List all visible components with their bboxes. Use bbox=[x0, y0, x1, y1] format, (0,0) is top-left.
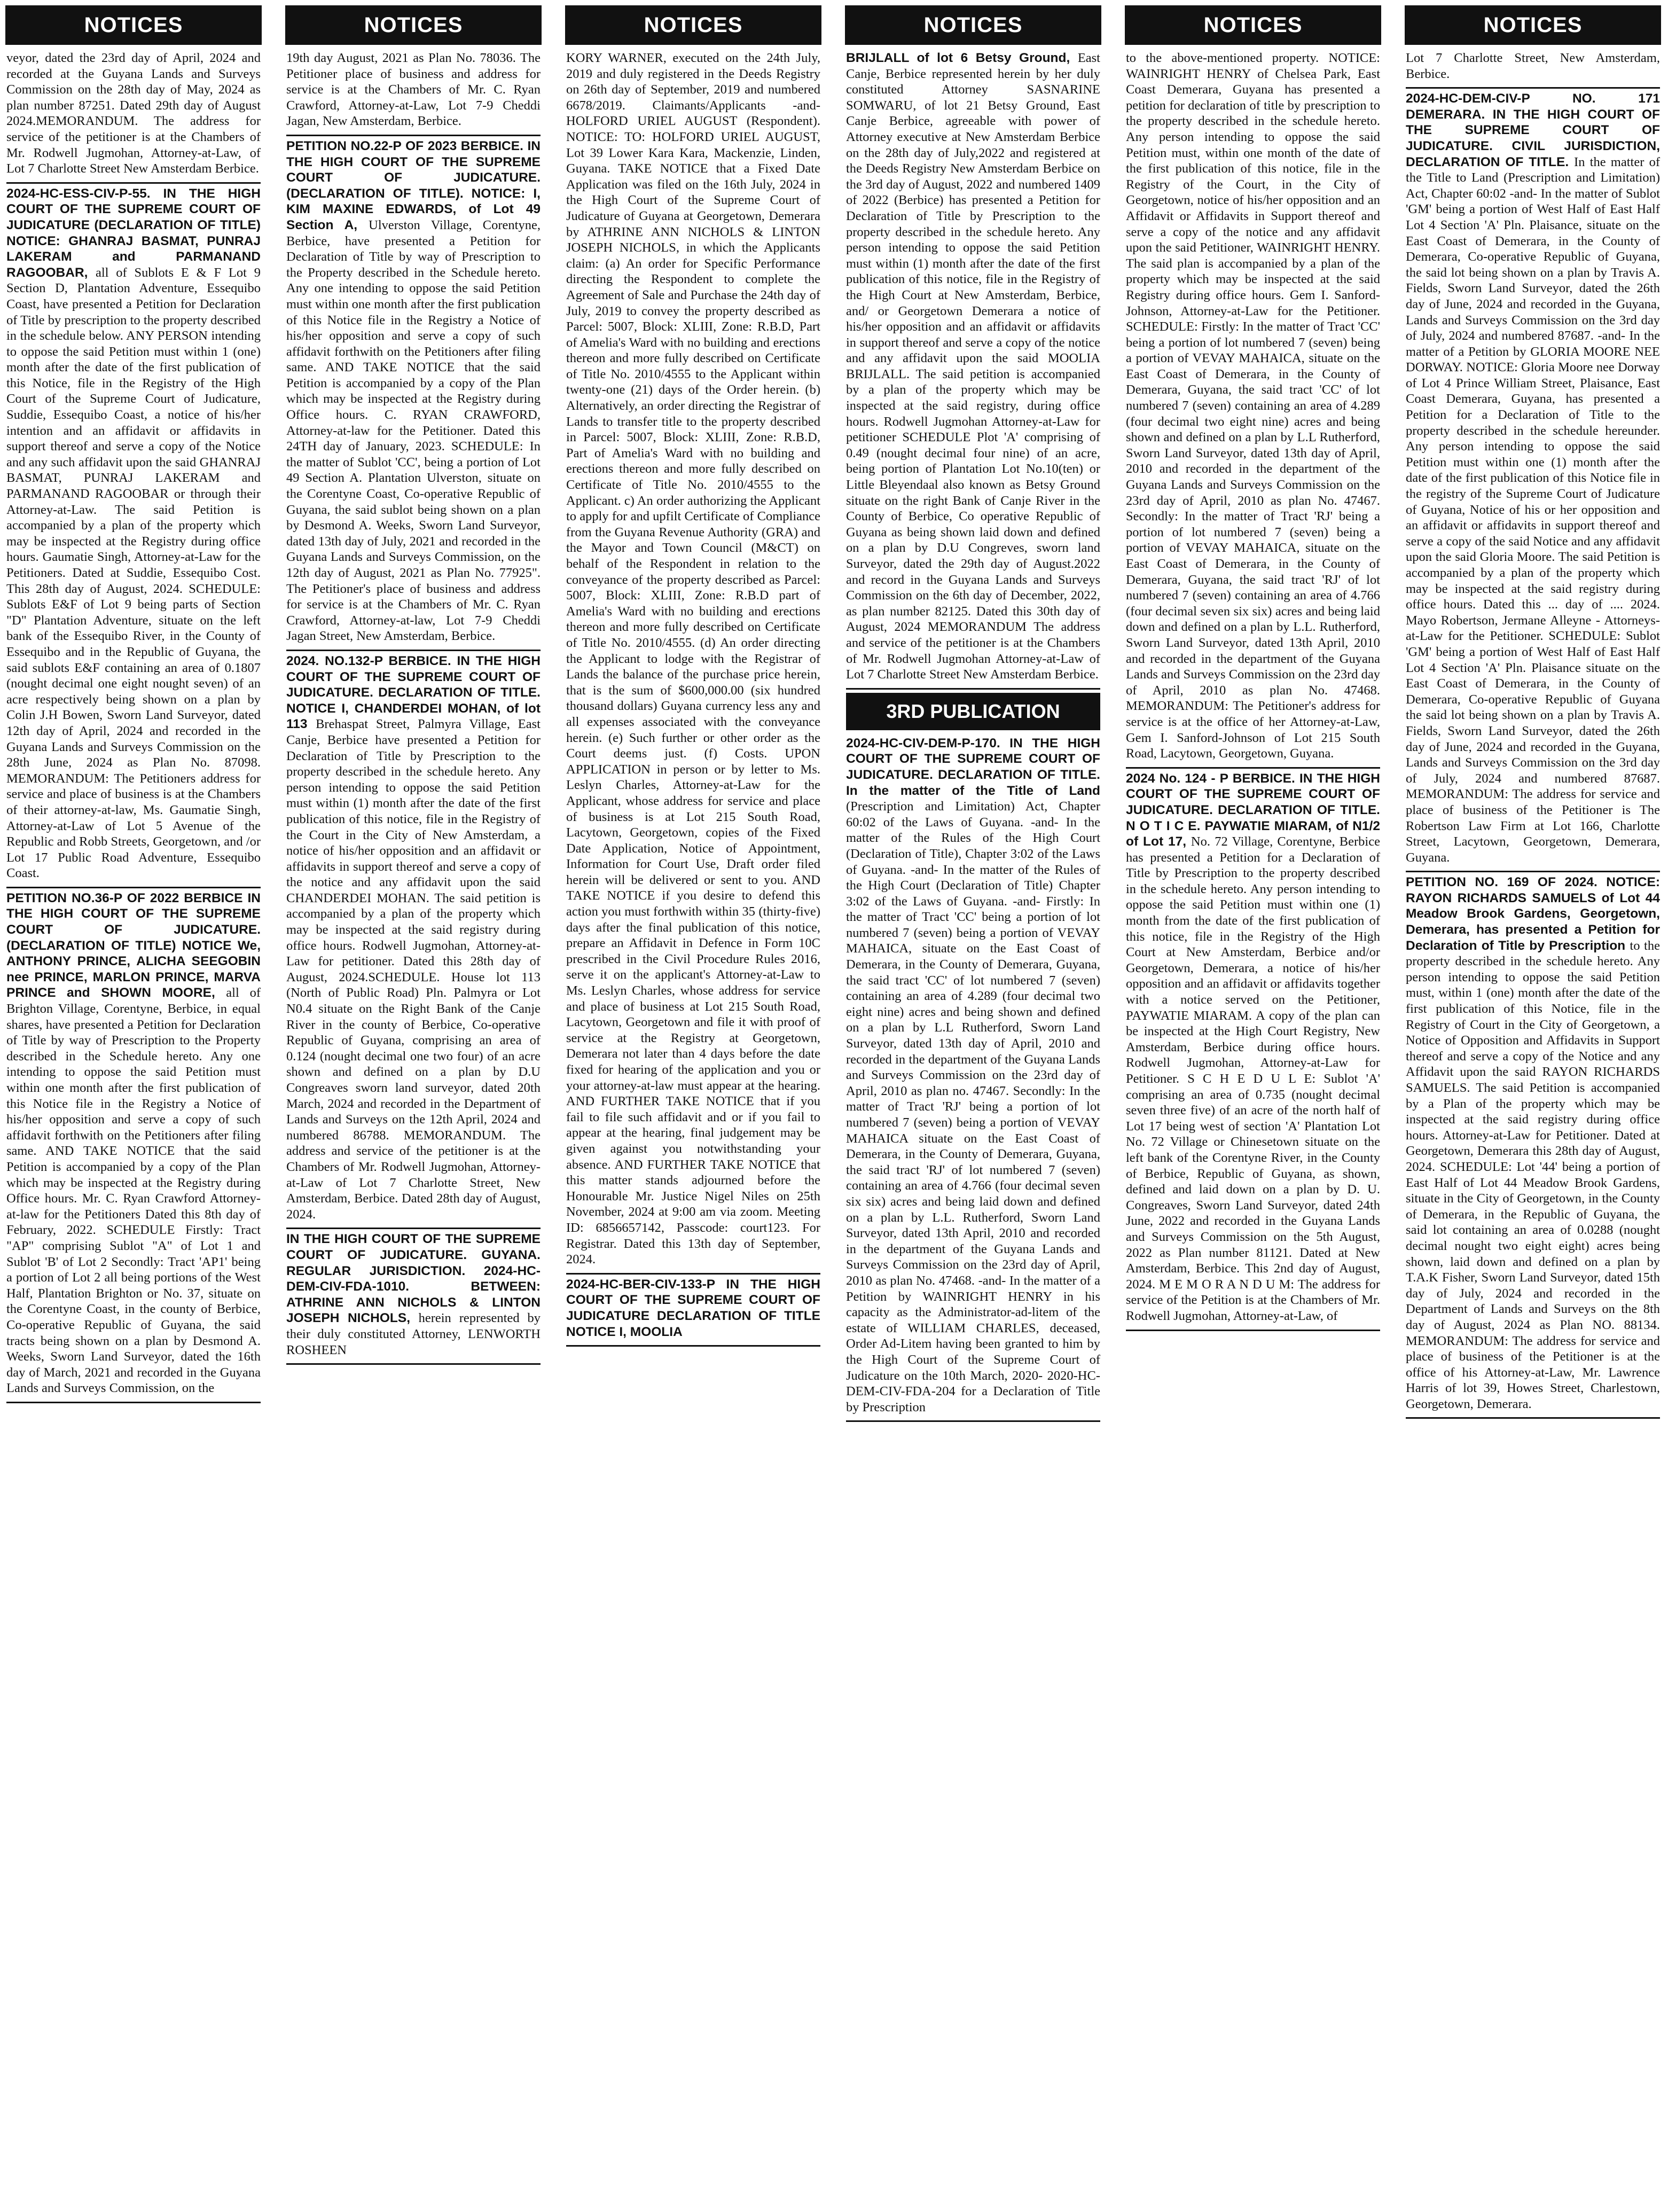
notice bbox=[6, 48, 261, 184]
notice-body: East Canje, Berbice represented herein by her duly constituted Attorney SASNARINE SOMWARU, of lot 21 Betsy Ground, East Canje Berbice, agreeable with power of Attorney executive at New Amsterdam Berbice on the 28th day of July,2022 and registered at the Deeds Registry New Amsterdam Berbice on the 3rd day of August, 2022 and numbered 1409 of 2022 (Berbice) has presented a Petition for Declaration of Title by Prescription to the property described in the schedule hereto. Any person intending to oppose the said Petition must within (1) month after the date of the first publication of this notice, file in the Registry of the High Court at New Amsterdam, Berbice, and/ or Georgetown Demerara a notice of his/her opposition and an affidavit or affidavits in support thereof and serve a copy of the notice and any affidavit upon the said MOOLIA BRIJLALL. The said petition is accompanied by a plan of the property which may be inspected at the said registry, during office hours. Rodwell Jugmohan Attorney-at-Law for petitioner SCHEDULE Plot 'A' comprising of 0.49 (nought decimal four nine) of an acre, being portion of Plantation Lot No.10(ten) or Little Bleyendaal also known as Betsy Ground situate on the right Bank of Canje River in the County of Berbice, Co operative Republic of Guyana as being shown laid down and defined on a plan by D.U Congreves, sworn land Surveyor, dated the 29th day of August.2022 and record in the Guyana Lands and Surveys Commission on the 6th day of December, 2022, as plan number 82125. Dated this 30th day of August, 2024 MEMORANDUM The address and service of the petitioner is at the Chambers of Mr. Rodwell Jugmohan Attorney-at-Law of Lot 7 Charlotte Street New Amsterdam Berbice. bbox=[846, 51, 1100, 682]
publication-banner: 3RD PUBLICATION bbox=[846, 693, 1100, 730]
notice bbox=[566, 48, 820, 1275]
column-2 bbox=[285, 5, 542, 2207]
column-header: NOTICES bbox=[1405, 5, 1661, 45]
column-1 bbox=[5, 5, 262, 2207]
notice-body: veyor, dated the 23rd day of April, 2024 and recorded at the Guyana Lands and Surveys Commission on the 28th day of May, 2024 as plan number 87251. Dated 29th day of August 2024.MEMORANDUM. The address for service of the petitioner is at the Chambers of Mr. Rodwell Jugmohan, Attorney-at-Law, of Lot 7 Charlotte Street New Amsterdam Berbice. bbox=[6, 51, 261, 176]
notice bbox=[566, 1275, 820, 1347]
column-header: NOTICES bbox=[285, 5, 542, 45]
notice bbox=[6, 184, 261, 888]
column-5 bbox=[1125, 5, 1381, 2207]
notice-heading: 2024. NO.132-P BERBICE. IN THE HIGH COURT OF THE SUPREME COURT OF JUDICATURE. DECLARATION OF TITLE. NOTICE I, CHANDERDEI MOHAN, of lot 113 bbox=[286, 653, 541, 732]
notice-body: to the property described in the schedule hereto. Any person intending to oppose the said Petition must, within 1 (one) month after the date of the first publication of this Notice, file in the Registry of Court in the City of Georgetown, a Notice of Opposition and Affidavits in Support thereof and serve a copy of the Notice and any Affidavit upon the said RAYON RICHARDS SAMUELS. The said Petition is accompanied by a Plan of the property which may be inspected at the said registry during office hours. Attorney-at-Law for Petitioner. Dated at Georgetown, Demerara this 28th day of August, 2024. SCHEDULE: Lot '44' being a portion of East Half of Lot 44 Meadow Brook Gardens, situate in the City of Georgetown, in the County of Demerara, in the Republic of Guyana, the said lot containing an area of 0.0288 (nought decimal nought two eight eight) acres being shown, laid down and defined on a plan by T.A.K Fisher, Sworn Land Surveyor, dated 15th day of July, 2024 and recorded in the Department of Lands and Surveys on the 8th day of August, 2024 as Plan NO. 88134. MEMORANDUM: The address for service and place of business of the Petitioner is at the office of his Attorney-at-Law, Mr. Lawrence Harris of lot 39, Howes Street, Charlestown, Georgetown, Demerara. bbox=[1406, 938, 1660, 1411]
notice-body: No. 72 Village, Corentyne, Berbice has presented a Petition for a Declaration of Title by Prescription to the property described in the schedule hereto. Any person intending to oppose the said Petition must within one (1) month from the date of the first publication of this notice, file in the Registry of the High Court at New Amsterdam, Berbice and/or Georgetown, Demerara, a notice of his/her opposition and an affidavit or affidavits together with a notice served on the Petitioner, PAYWATIE MIARAM. A copy of the plan can be inspected at the High Court Registry, New Amsterdam, Berbice during office hours. Rodwell Jugmohan, Attorney-at-Law for Petitioner. S C H E D U L E: Sublot 'A' comprising an area of 0.735 (nought decimal seven three five) of an acre of the north half of Lot 17 being west of section 'A' Plantation Lot No. 72 Village or Chinesetown situate on the left bank of the Corentyne River, in the County of Berbice, Republic of Guyana, as shown, defined and laid down on a plan by D. U. Congreaves, Sworn Land Surveyor, dated 24th June, 2022 and recorded in the Guyana Lands and Surveys Commission on the 5th August, 2022 as Plan number 81121. Dated at New Amsterdam, Berbice. This 2nd day of August, 2024. M E M O R A N D U M: The address for service of the Petition is at the Chambers of Mr. Rodwell Jugmohan, Attorney-at-Law, of bbox=[1126, 834, 1380, 1323]
column-header: NOTICES bbox=[565, 5, 821, 45]
column-header: NOTICES bbox=[5, 5, 262, 45]
column-3 bbox=[565, 5, 821, 2207]
notice-body: Brehaspat Street, Palmyra Village, East Canje, Berbice have presented a Petition for Declaration of Title by Prescription to the property described in the schedule hereto. Any person intending to oppose the said Petition must within (1) month after the date of the first publication of this notice, file in the Registry of the Court in the City of New Amsterdam, a notice of his/her opposition and an affidavit or affidavits in support thereof and serve a copy of the notice and any affidavit upon the said CHANDERDEI MOHAN. The said petition is accompanied by a plan of the property which may be inspected at the said registry during office hours. Rodwell Jugmohan, Attorney-at-Law for petitioner. Dated this 28th day of August, 2024.SCHEDULE. House lot 113 (North of Public Road) Pln. Palmyra or Lot N0.4 situate on the Right Bank of the Canje River in the county of Berbice, Co-operative Republic of Guyana, comprising an area of 0.124 (nought decimal one two four) of an acre shown and defined on a plan by D.U Congreaves sworn land surveyor, dated 20th March, 2024 and recorded in the Department of Lands and Surveys on the 12th April, 2024 and numbered 86788. MEMORANDUM. The address and service of the petitioner is at the Chambers of Mr. Rodwell Jugmohan, Attorney-at-Law of Lot 7 Charlotte Street, New Amsterdam, Berbice. Dated 28th day of August, 2024. bbox=[286, 717, 541, 1222]
notice bbox=[846, 733, 1100, 1422]
notice-body: all of Sublots E & F Lot 9 Section D, Plantation Adventure, Essequibo Coast, have presented a Petition for Declaration of Title by prescription to the property described in the schedule below. ANY PERSON intending to oppose the said Petition must within 1 (one) month after the date of the first publication of this Notice, file in the Registry of the High Court of the Supreme Court of Judicature, Suddie, Essequibo Coast, a notice of his/her intention and an affidavit or affidavits in support thereof and serve a copy of the Notice and any such affidavit upon the said GHANRAJ BASMAT, PUNRAJ LAKERAM and PARMANAND RAGOOBAR or through their Attorney-at-Law. The said Petition is accompanied by a plan of the property which may be inspected at the Registry during office hours. Gaumatie Singh, Attorney-at-Law for the Petitioners. Dated at Suddie, Essequibo Cost. This 28th day of August, 2024. SCHEDULE: Sublots E&F of Lot 9 being parts of Section "D" Plantation Adventure, situate on the left bank of the Essequibo River, in the County of Essequibo and in the Republic of Guyana, the said sublots E&F containing an area of 0.1807 (nought decimal one eight nought seven) of an acre respectively being shown on a plan by Colin J.H Bowen, Sworn Land Surveyor, dated 12th day of April, 2024 and recorded in the Guyana Lands and Surveys Commission on the 28th June, 2024 as Plan No. 87098. MEMORANDUM: The Petitioners address for service and place of business is at the Chambers of their attorney-at-law, Ms. Gaumatie Singh, Attorney-at-Law of Lot 5 Avenue of the Republic and Robb Streets, Georgetown, and /or Lot 17 Public Road Adventure, Essequibo Coast. bbox=[6, 265, 261, 881]
notice bbox=[1406, 872, 1660, 1419]
notice-body: Lot 7 Charlotte Street, New Amsterdam, Berbice. bbox=[1406, 51, 1660, 81]
notice-heading: IN THE HIGH COURT OF THE SUPREME COURT OF JUDICATURE. GUYANA. REGULAR JURISDICTION. 2024-HC-DEM-CIV-FDA-1010. BETWEEN: ATHRINE ANN NICHOLS & LINTON JOSEPH NICHOLS, bbox=[286, 1232, 541, 1326]
column-header: NOTICES bbox=[1125, 5, 1381, 45]
notice bbox=[846, 48, 1100, 690]
notice bbox=[1126, 48, 1380, 769]
notice bbox=[286, 136, 541, 651]
notice-body: herein represented by their duly constituted Attorney, LENWORTH ROSHEEN bbox=[286, 1311, 541, 1357]
notice-body: KORY WARNER, executed on the 24th July, 2019 and duly registered in the Deeds Registry on 26th day of September, 2019 and numbered 6678/2019. Claimants/Applicants -and- HOLFORD URIEL AUGUST (Respondent). NOTICE: TO: HOLFORD URIEL AUGUST, Lot 39 Lower Kara Kara, Mackenzie, Linden, Guyana. TAKE NOTICE that a Fixed Date Application was filed on the 16th July, 2024 in the High Court of the Supreme Court of Judicature of Guyana at Georgetown, Demerara by ATHRINE ANN NICHOLS & LINTON JOSEPH NICHOLS, in which the Applicants claim: (a) An order for Specific Performance directing the Respondent to complete the Agreement of Sale and Purchase the 24th day of July, 2019 to convey the property described as Parcel: 5007, Block: XLIII, Zone: R.B.D, Part of Amelia's Ward with no building and erections thereon and more fully described on Certificate of Title No. 2010/4555 to the Applicant within twenty-one (21) days of the Order herein. (b) Alternatively, an order directing the Registrar of Lands to transfer title to the property described in Parcel: 5007, Block: XLIII, Zone: R.B.D, Part of Amelia's Ward with no building and erections thereon and more fully described on Certificate of Title No. 2010/4555 to the Applicant. c) An order authorizing the Applicant to apply for and upfilt Certificate of Compliance from the Guyana Revenue Authority (GRA) and the Mayor and Town Council (M&CT) on behalf of the Respondent in relation to the conveyance of the property described as Parcel: 5007, Block: XLIII, Zone: R.B.D part of Amelia's Ward with no building and erections thereon and more fully described on Certificate of Title No. 2010/4555. (d) An order directing the Applicant to lodge with the Registrar of Lands the balance of the purchase price herein, that is the sum of $600,000.00 (six hundred thousand dollars) Guyana currency less any and all expenses associated with the conveyance herein. (e) Such further or other order as the Court deems just. (f) Costs. UPON APPLICATION in person or by letter to Ms. Leslyn Charles, Attorney-at-Law for the Applicant, whose address for service and place of business is at Lot 215 South Road, Lacytown, Georgetown, copies of the Fixed Date Application, Notice of Appointment, Information for Court Use, Draft order filed herein will be delivered or sent to you. AND TAKE NOTICE if you desire to defend this action you must forthwith within 35 (thirty-five) days after the final publication of this notice, prepare an Affidavit in Defence in Form 10C prescribed in the Civil Procedure Rules 2016, serve it on the applicant's Attorney-at-Law to Ms. Leslyn Charles, whose address for service and place of business at Lot 215 South Road, Lacytown, Georgetown and file it with proof of service at the Registry at Georgetown, Demerara not later than 4 days before the date fixed for hearing of the application and you or your attorney-at-law must appear at the hearing. AND FURTHER TAKE NOTICE that if you fail to file such affidavit and or if you fail to appear at the hearing, final judgement may be given against you notwithstanding your absence. AND FURTHER TAKE NOTICE that this matter stands adjourned before the Honourable Mr. Justice Nigel Niles on 25th November, 2024 at 9:00 am via zoom. Meeting ID: 6856657142, Passcode: court123. For Registrar. Dated this 13th day of September, 2024. bbox=[566, 51, 820, 1267]
notice-heading: 2024-HC-ESS-CIV-P-55. IN THE HIGH COURT OF THE SUPREME COURT OF JUDICATURE (DECLARATION OF TITLE) NOTICE: GHANRAJ BASMAT, PUNRAJ LAKERAM and PARMANAND RAGOOBAR, bbox=[6, 186, 261, 280]
notice-heading: 2024-HC-DEM-CIV-P NO. 171 DEMERARA. IN THE HIGH COURT OF THE SUPREME COURT OF JUDICATURE. CIVIL JURISDICTION, DECLARATION OF TITLE. bbox=[1406, 91, 1660, 169]
notice-body: In the matter of the Title to Land (Prescription and Limitation) Act, Chapter 60:02 -and- In the matter of Sublot 'GM' being a portion of West Half of East Half Lot 4 Section 'A' Pln. Plaisance, situate on the East Coast of Demerara, in the County of Demerara, Co-operative Republic of Guyana, the said lot being shown on a plan by Travis A. Fields, Sworn Land Surveyor, dated the 26th day of June, 2024 and recorded in the Guyana, Lands and Surveys Commission on the 3rd day of July, 2024 and numbered 87687. -and- In the matter of a Petition by GLORIA MOORE NEE DORWAY. NOTICE: Gloria Moore nee Dorway of Lot 4 Prince William Street, Plaisance, East Coast Demerara, Guyana, has presented a Petition for a Declaration of Title to the property described in the schedule hereunder. Any person intending to oppose the said Petition must within one (1) month after the date of the first publication of this Notice file in the registry of the Supreme Court of Judicature of Guyana, Notice of his or her opposition and an affidavit or affidavits in support thereof and serve a copy of the said Notice and any affidavit upon the said Gloria Moore. The said Petition is accompanied by a plan of the property which may be inspected at the said registry during office hours. Dated this ... day of .... 2024. Mayo Robertson, Jermane Alleyne - Attorneys-at-Law for the Petitioner. SCHEDULE: Sublot 'GM' being a portion of West Half of East Half Lot 4 Section 'A' Pln. Plaisance situate on the East Coast of Demerara, in the County of Demerara, Co-operative Republic of Guyana the said lot being shown on a plan by Travis A. Fields, Sworn Land Surveyor, dated the 26th day of June, 2024 and recorded in the Guyana, Lands and Surveys Commission on the 3rd day of July, 2024 and numbered 87687. MEMORANDUM: The address for service and place of business of the Petitioner is The Robertson Law Firm at Lot 166, Charlotte Street, Lacytown, Georgetown, Demerara, Guyana. bbox=[1406, 154, 1660, 865]
notice-heading: BRIJLALL of lot 6 Betsy Ground, bbox=[846, 51, 1078, 65]
notice-heading: PETITION NO.22-P OF 2023 BERBICE. IN THE HIGH COURT OF THE SUPREME COURT OF JUDICATURE. (DECLARATION OF TITLE). NOTICE: I, KIM MAXINE EDWARDS, of Lot 49 Section A, bbox=[286, 138, 541, 232]
notice-body: all of Brighton Village, Corentyne, Berbice, in equal shares, have presented a Petition for Declaration of Title by way of Prescription to the Property described in the Schedule hereto. Any one intending to oppose the said Petition must within one month after the first publication of this Notice file in the Registry a Notice of his/her opposition and serve a copy of such affidavit forthwith on the Petitioners after filing same. AND TAKE NOTICE that the said Petition is accompanied by a copy of the Plan which may be inspected at the Registry during Office hours. Mr. C. Ryan Crawford Attorney-at-law for the Petitioners Dated this 8th day of February, 2022. SCHEDULE Firstly: Tract "AP" comprising Sublot "A" of Lot 1 and Sublot 'B' of Lot 2 Secondly: Tract 'AP1' being a portion of Lot 2 all being portions of the West Half, Plantation Brighton or No. 37, situate on the Corentyne Coast, in the county of Berbice, Co-operative Republic of Guyana, the said tracts being shown on a plan by Desmond A. Weeks, Sworn Land Surveyor, dated the 16th day of March, 2021 and recorded in the Guyana Lands and Surveys Commission, on the bbox=[6, 986, 261, 1396]
column-4 bbox=[845, 5, 1101, 2207]
notice bbox=[286, 48, 541, 136]
notice-body: 19th day August, 2021 as Plan No. 78036. The Petitioner place of business and address for service is at the Chambers of Mr. C. Ryan Crawford, Attorney-at-Law, Lot 7-9 Cheddi Jagan, New Amsterdam, Berbice. bbox=[286, 51, 541, 129]
notice bbox=[1406, 89, 1660, 872]
notice-heading: 2024-HC-CIV-DEM-P-170. IN THE HIGH COURT OF THE SUPREME COURT OF JUDICATURE. DECLARATION OF TITLE. In the matter of the Title of Land bbox=[846, 736, 1100, 798]
notice bbox=[1406, 48, 1660, 89]
notice-body: (Prescription and Limitation) Act, Chapter 60:02 of the Laws of Guyana. -and- In the matter of the Rules of the High Court (Declaration of Title), Chapter 3:02 of the Laws of Guyana. -and- In the matter of the Rules of the High Court (Declaration of Title) Chapter 3:02 of the Laws of Guyana. -and- Firstly: In the matter of Tract 'CC' being a portion of lot numbered 7 (seven) being a portion of VEVAY MAHAICA, situate on the East Coast of Demerara, in the County of Demerara, Guyana, the said tract 'CC' of lot numbered 7 (seven) containing an area of 4.289 (four decimal two eight nine) acres and being shown and defined on a plan by L.L Rutherford, Sworn Land Surveyor, dated 13th day of April, 2010 and recorded in the department of the Guyana Lands and Surveys Commission on the 23rd day of April, 2010 as plan no. 47467. Secondly: In the matter of Tract 'RJ' being a portion of lot numbered 7 (seven) being a portion of VEVAY MAHAICA situate on the East Coast of Demerara, in the County of Demerara, Guyana, the said tract 'RJ' of lot numbered 7 (seven) containing an area of 4.766 (four decimal seven six six) acres and being laid down and defined on a plan by L.L. Rutherford, Sworn Land Surveyor, dated 13th April, 2010 and recorded in the department of the Guyana Lands and Surveys Commission on the 23rd day of April, 2010 as plan No. 47468. -and- In the matter of a Petition by WAINRIGHT HENRY in his capacity as the Administrator-ad-litem of the estate of WILLIAM CHARLES, deceased, Order Ad-Litem having been granted to him by the High Court of the Supreme Court of Judicature on the 10th March, 2020- 2020-HC-DEM-CIV-FDA-204 for a Declaration of Title by Prescription bbox=[846, 799, 1100, 1414]
column-6 bbox=[1405, 5, 1661, 2207]
notice bbox=[6, 888, 261, 1403]
column-header: NOTICES bbox=[845, 5, 1101, 45]
notice bbox=[286, 1229, 541, 1365]
notice-body: to the above-mentioned property. NOTICE: WAINRIGHT HENRY of Chelsea Park, East Coast Demerara, Guyana has presented a petition for declaration of title by prescription to the property described in the schedule hereto. Any person intending to oppose the said Petition must, within one month of the date of the first publication of this notice, file in the Registry of the Court, in the City of Georgetown, notice of his/her opposition and an Affidavit or Affidavits in Support thereof and serve a copy of the notice and any affidavit upon the said Petitioner, WAINRIGHT HENRY. The said plan is accompanied by a plan of the property which may be inspected at the said Registry during office hours. Gem I. Sanford-Johnson, Attorney-at-Law for the Petitioner. SCHEDULE: Firstly: In the matter of Tract 'CC' being a portion of lot numbered 7 (seven) being a portion of VEVAY MAHAICA, situate on the East Coast of Demerara, in the County of Demerara, Guyana, the said tract 'CC' of lot numbered 7 (seven) containing an area of 4.289 (four decimal two eight nine) acres and being shown and defined on a plan by L.L Rutherford, Sworn Land Surveyor, dated 13th day of April, 2010 and recorded in the department of the Guyana Lands and Surveys Commission on the 23rd day of April, 2010 as plan No. 47467. Secondly: In the matter of Tract 'RJ' being a portion of lot numbered 7 (seven) being a portion of VEVAY MAHAICA, situate on the East Coast of Demerara, in the County of Demerara, Guyana, the said tract 'RJ' of lot numbered 7 (seven) containing an area of 4.766 (four decimal seven six six) acres and being laid down and defined on a plan by L.L. Rutherford, Sworn Land Surveyor, dated 13th April, 2010 and recorded in the department of the Guyana Lands and Surveys Commission on the 23rd day of April, 2010 as plan No. 47468. MEMORANDUM: The Petitioner's address for service is at the office of her Attorney-at-Law, Gem I. Sanford-Johnson of Lot 215 South Road, Lacytown, Georgetown, Guyana. bbox=[1126, 51, 1380, 761]
notice-heading: PETITION NO.36-P OF 2022 BERBICE IN THE HIGH COURT OF THE SUPREME COURT OF JUDICATURE. (DECLARATION OF TITLE) NOTICE We, ANTHONY PRINCE, ALICHA SEEGOBIN nee PRINCE, MARLON PRINCE, MARVA PRINCE and SHOWN MOORE, bbox=[6, 890, 261, 1001]
newspaper-page bbox=[5, 5, 1663, 2207]
notice bbox=[1126, 769, 1380, 1331]
notice-heading: 2024 No. 124 - P BERBICE. IN THE HIGH COURT OF THE SUPREME COURT OF JUDICATURE. DECLARATION OF TITLE. N O T I C E. PAYWATIE MIARAM, of N1/2 of Lot 17, bbox=[1126, 771, 1380, 849]
notice-heading: 2024-HC-BER-CIV-133-P IN THE HIGH COURT OF THE SUPREME COURT OF JUDICATURE DECLARATION OF TITLE NOTICE I, MOOLIA bbox=[566, 1277, 820, 1339]
notice-heading: PETITION NO. 169 OF 2024. NOTICE: RAYON RICHARDS SAMUELS of Lot 44 Meadow Brook Gardens, Georgetown, Demerara, has presented a Petition for Declaration of Title by Prescription bbox=[1406, 875, 1660, 953]
notice-body: Ulverston Village, Corentyne, Berbice, have presented a Petition for Declaration of Title by way of Prescription to the Property described in the Schedule hereto. Any one intending to oppose the said Petition must within one month after the first publication of this Notice file in the Registry a Notice of his/her opposition and serve a copy of such affidavit forthwith on the Petitioners after filing same. AND TAKE NOTICE that the said Petition is accompanied by a copy of the Plan which may be inspected at the Registry during Office hours. C. RYAN CRAWFORD, Attorney-at-law for the Petitioner. Dated this 24TH day of January, 2023. SCHEDULE: In the matter of Sublot 'CC', being a portion of Lot 49 Section A. Plantation Ulverston, situate on the Corentyne Coast, Co-operative Republic of Guyana, the said sublot being shown on a plan by Desmond A. Weeks, Sworn Land Surveyor, dated 13th day of July, 2021 and recorded in the Guyana Lands and Surveys Commission, on the 12th day of August, 2021 as Plan No. 77925". The Petitioner's place of business and address for service is at the Chambers of Mr. C. Ryan Crawford, Attorney-at-law, Lot 7-9 Cheddi Jagan Street, New Amsterdam, Berbice. bbox=[286, 217, 541, 644]
notice bbox=[286, 651, 541, 1229]
